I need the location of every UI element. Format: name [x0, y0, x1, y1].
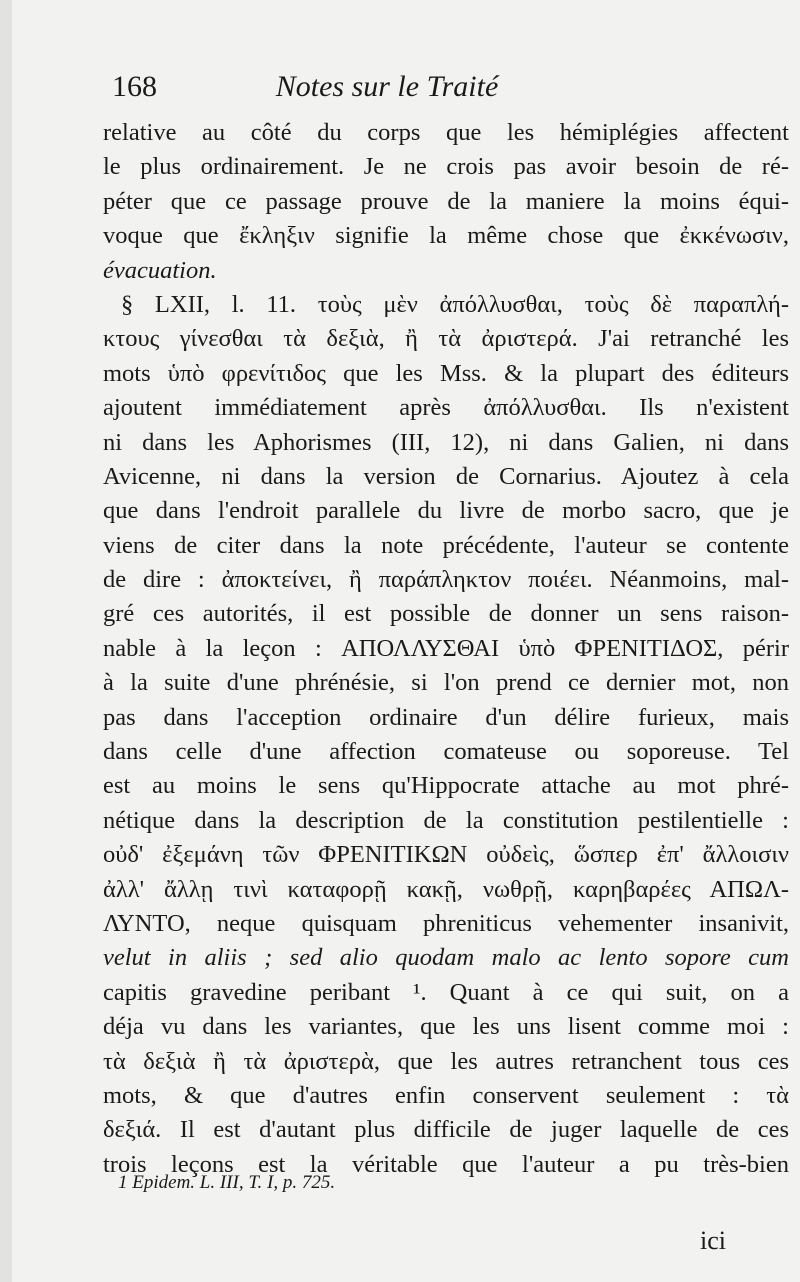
- text-line: de dire : ἀποκτείνει, ἢ παράπληκτον ποιέει. Néanmoins, mal-: [103, 566, 789, 594]
- text-line: est au moins le sens qu'Hippocrate attache au mot phré-: [103, 772, 789, 800]
- text-line: mots, & que d'autres enfin conservent seulement : τὰ: [103, 1081, 789, 1109]
- text-line: ni dans les Aphorismes (III, 12), ni dans Galien, ni dans: [103, 428, 789, 456]
- text-line: ΛΥΝΤΟ, neque quisquam phreniticus vehementer insanivit,: [103, 909, 789, 937]
- page-number: 168: [112, 70, 157, 103]
- text-line: τὰ δεξιὰ ἢ τὰ ἀριστερὰ, que les autres retranchent tous ces: [103, 1047, 789, 1075]
- page-gutter-shadow: [0, 0, 12, 1282]
- text-line: pas dans l'acception ordinaire d'un délire furieux, mais: [103, 703, 789, 731]
- text-line: capitis gravedine peribant ¹. Quant à ce qui suit, on a: [103, 978, 789, 1006]
- text-line: velut in aliis ; sed alio quodam malo ac lento sopore cum: [103, 944, 789, 972]
- text-line: § LXII, l. 11. τοὺς μὲν ἀπόλλυσθαι, τοὺς δὲ παραπλή-: [121, 290, 789, 318]
- text-line: évacuation.: [103, 256, 217, 284]
- running-head: [112, 70, 792, 110]
- text-line: trois leçons est la véritable que l'auteur a pu très-bien: [103, 1150, 789, 1178]
- text-line: relative au côté du corps que les hémiplégies affectent: [103, 119, 789, 146]
- text-line: Avicenne, ni dans la version de Cornarius. Ajoutez à cela: [103, 462, 789, 490]
- text-line: ἀλλ' ἄλλῃ τινὶ καταφορῇ κακῇ, νωθρῇ, καρηβαρέες ΑΠΩΛ-: [103, 875, 789, 903]
- text-line: οὐδ' ἐξεμάνη τῶν ΦΡΕΝΙΤΙΚΩΝ οὐδεὶς, ὥσπερ ἐπ' ἄλλοισιν: [103, 841, 789, 869]
- footnote: 1 Epidem. L. III, T. I, p. 725.: [118, 1172, 336, 1193]
- text-line: dans celle d'une affection comateuse ou soporeuse. Tel: [103, 738, 789, 766]
- text-line: viens de citer dans la note précédente, l'auteur se contente: [103, 531, 789, 559]
- catchword: ici: [700, 1226, 726, 1255]
- text-line: nable à la leçon : ΑΠΟΛΛΥΣΘΑΙ ὑπὸ ΦΡΕΝΙΤΙΔΟΣ, périr: [103, 634, 789, 662]
- text-line: péter que ce passage prouve de la maniere la moins équi-: [103, 187, 789, 215]
- text-line: gré ces autorités, il est possible de donner un sens raison-: [103, 600, 789, 628]
- text-line: mots ὑπὸ φρενίτιδος que les Mss. & la plupart des éditeurs: [103, 359, 789, 387]
- text-line: δεξιά. Il est d'autant plus difficile de juger laquelle de ces: [103, 1116, 789, 1144]
- text-line: déja vu dans les variantes, que les uns lisent comme moi :: [103, 1013, 789, 1041]
- text-line: κτους γίνεσθαι τὰ δεξιὰ, ἢ τὰ ἀριστερά. J'ai retranché les: [103, 325, 789, 353]
- text-line: voque que ἔκληξιν signifie la même chose que ἐκκένωσιν,: [103, 222, 789, 250]
- body-text: [103, 116, 789, 1182]
- text-line: à la suite d'une phrénésie, si l'on prend ce dernier mot, non: [103, 669, 789, 697]
- text-line: que dans l'endroit parallele du livre de morbo sacro, que je: [103, 497, 789, 525]
- text-line: nétique dans la description de la constitution pestilentielle :: [103, 806, 789, 834]
- running-title: Notes sur le Traité: [275, 70, 499, 103]
- text-line: le plus ordinairement. Je ne crois pas avoir besoin de ré-: [103, 153, 789, 181]
- text-line: ajoutent immédiatement après ἀπόλλυσθαι. Ils n'existent: [103, 394, 789, 422]
